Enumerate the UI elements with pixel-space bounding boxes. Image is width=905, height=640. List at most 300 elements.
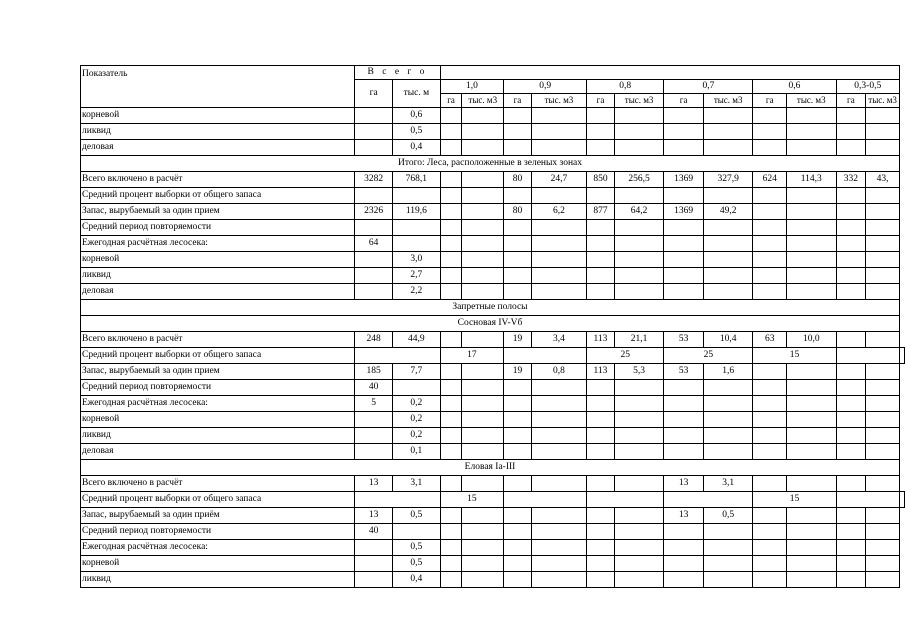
- table-row: [81, 140, 905, 156]
- value-cell: [836, 428, 866, 444]
- value-cell: [866, 428, 900, 444]
- value-cell: [504, 380, 532, 396]
- value-cell: [504, 524, 532, 540]
- value-cell: 185: [355, 364, 393, 380]
- table-row: [81, 444, 905, 460]
- row-label: Запас, вырубаемый за один приём: [81, 508, 355, 524]
- row-label: Всего включено в расчёт: [81, 476, 355, 492]
- value-cell: [664, 412, 704, 428]
- value-cell: 7,7: [393, 364, 441, 380]
- table-row: [81, 428, 905, 444]
- value-cell: [753, 508, 787, 524]
- value-cell: 10,4: [703, 332, 753, 348]
- value-cell: [664, 108, 704, 124]
- value-cell: [703, 380, 753, 396]
- value-cell: [753, 428, 787, 444]
- density-header-blank: [440, 66, 899, 80]
- percent-cell: 15: [753, 492, 836, 508]
- value-cell: 119,6: [393, 204, 441, 220]
- value-cell: [866, 396, 900, 412]
- value-cell: 0,2: [393, 412, 441, 428]
- row-label: ликвид: [81, 428, 355, 444]
- percent-cell: [504, 348, 587, 364]
- value-cell: 327,9: [703, 172, 753, 188]
- percent-cell: [900, 348, 905, 364]
- value-cell: [787, 284, 837, 300]
- section-row: [81, 316, 905, 332]
- value-cell: [614, 268, 664, 284]
- value-cell: [462, 444, 504, 460]
- value-cell: [614, 108, 664, 124]
- value-cell: [614, 556, 664, 572]
- row-label: Средний процент выборки от общего запаса: [81, 348, 355, 364]
- value-cell: 5: [355, 396, 393, 412]
- value-cell: [703, 444, 753, 460]
- table-row: [81, 332, 905, 348]
- value-cell: [703, 252, 753, 268]
- value-cell: [836, 444, 866, 460]
- value-cell: [836, 220, 866, 236]
- value-cell: [440, 204, 462, 220]
- value-cell: [614, 540, 664, 556]
- value-cell: [393, 236, 441, 252]
- value-cell: [866, 140, 900, 156]
- value-cell: [703, 556, 753, 572]
- value-cell: [587, 572, 615, 588]
- value-cell: [504, 268, 532, 284]
- value-cell: [703, 188, 753, 204]
- percent-cell: [664, 492, 753, 508]
- value-cell: [504, 412, 532, 428]
- percent-cell: 15: [440, 492, 503, 508]
- value-cell: [440, 108, 462, 124]
- section-title: Еловая Iа-III: [81, 460, 900, 476]
- value-cell: [753, 556, 787, 572]
- value-cell: 768,1: [393, 172, 441, 188]
- value-cell: [664, 284, 704, 300]
- table-row: [81, 508, 905, 524]
- value-cell: [440, 428, 462, 444]
- table-row: [81, 236, 905, 252]
- value-cell: [866, 380, 900, 396]
- value-cell: [504, 124, 532, 140]
- value-cell: [703, 524, 753, 540]
- value-cell: [440, 220, 462, 236]
- value-cell: 624: [753, 172, 787, 188]
- value-cell: [462, 412, 504, 428]
- value-cell: [587, 396, 615, 412]
- value-cell: [504, 572, 532, 588]
- value-cell: [866, 188, 900, 204]
- value-cell: [664, 444, 704, 460]
- row-label: Всего включено в расчёт: [81, 172, 355, 188]
- value-cell: [504, 188, 532, 204]
- group-ha-header: га: [504, 94, 532, 108]
- value-cell: 53: [664, 364, 704, 380]
- row-label: корневой: [81, 252, 355, 268]
- value-cell: [866, 284, 900, 300]
- row-label: Средний процент выборки от общего запаса: [81, 492, 355, 508]
- value-cell: [703, 268, 753, 284]
- percent-cell: 25: [664, 348, 753, 364]
- row-label: Ежегодная расчётная лесосека:: [81, 236, 355, 252]
- row-label: корневой: [81, 108, 355, 124]
- value-cell: [787, 364, 837, 380]
- value-cell: [614, 140, 664, 156]
- table-row: [81, 220, 905, 236]
- value-cell: [753, 188, 787, 204]
- value-cell: [614, 396, 664, 412]
- percent-cell: [900, 492, 905, 508]
- value-cell: [753, 412, 787, 428]
- value-cell: [703, 540, 753, 556]
- value-cell: [866, 124, 900, 140]
- value-cell: [753, 364, 787, 380]
- value-cell: [614, 380, 664, 396]
- value-cell: [614, 572, 664, 588]
- value-cell: 3,1: [393, 476, 441, 492]
- value-cell: [462, 236, 504, 252]
- value-cell: [787, 476, 837, 492]
- value-cell: 13: [355, 508, 393, 524]
- percent-cell: 17: [440, 348, 503, 364]
- value-cell: 6,2: [531, 204, 586, 220]
- total-header: В с е г о: [355, 66, 440, 80]
- group-vol-header: тыс. м3: [787, 94, 837, 108]
- value-cell: [355, 188, 393, 204]
- value-cell: [462, 268, 504, 284]
- value-cell: [703, 284, 753, 300]
- value-cell: [614, 412, 664, 428]
- value-cell: [531, 396, 586, 412]
- value-cell: [462, 364, 504, 380]
- row-label: Ежегодная расчётная лесосека:: [81, 396, 355, 412]
- value-cell: [462, 380, 504, 396]
- value-cell: [462, 108, 504, 124]
- value-cell: 0,6: [393, 108, 441, 124]
- value-cell: [355, 124, 393, 140]
- value-cell: [836, 236, 866, 252]
- percent-cell: [587, 492, 664, 508]
- value-cell: [587, 236, 615, 252]
- value-cell: [836, 508, 866, 524]
- value-cell: [393, 188, 441, 204]
- value-cell: 0,4: [393, 572, 441, 588]
- section-row: [81, 156, 905, 172]
- value-cell: [587, 140, 615, 156]
- table-row: [81, 540, 905, 556]
- value-cell: [753, 124, 787, 140]
- value-cell: [703, 124, 753, 140]
- group-header-1: 1,0: [440, 80, 503, 94]
- value-cell: [703, 220, 753, 236]
- row-label: ликвид: [81, 572, 355, 588]
- row-label: Запас, вырубаемый за один прием: [81, 364, 355, 380]
- value-cell: [462, 428, 504, 444]
- table-row: [81, 476, 905, 492]
- value-cell: [440, 380, 462, 396]
- total-ha-header: га: [355, 80, 393, 108]
- value-cell: 24,7: [531, 172, 586, 188]
- value-cell: [504, 396, 532, 412]
- value-cell: [787, 396, 837, 412]
- value-cell: [531, 108, 586, 124]
- value-cell: 43,: [866, 172, 900, 188]
- value-cell: [462, 140, 504, 156]
- value-cell: [753, 572, 787, 588]
- value-cell: 1369: [664, 204, 704, 220]
- value-cell: [462, 124, 504, 140]
- row-label: корневой: [81, 556, 355, 572]
- value-cell: [787, 524, 837, 540]
- row-label: корневой: [81, 412, 355, 428]
- value-cell: [787, 140, 837, 156]
- value-cell: [866, 220, 900, 236]
- value-cell: 248: [355, 332, 393, 348]
- row-label: Ежегодная расчётная лесосека:: [81, 540, 355, 556]
- value-cell: [440, 124, 462, 140]
- value-cell: [504, 140, 532, 156]
- row-label: деловая: [81, 140, 355, 156]
- value-cell: [664, 124, 704, 140]
- value-cell: [836, 268, 866, 284]
- value-cell: [531, 236, 586, 252]
- value-cell: [531, 412, 586, 428]
- value-cell: [355, 412, 393, 428]
- value-cell: [753, 236, 787, 252]
- table-row: [81, 108, 905, 124]
- value-cell: [753, 108, 787, 124]
- group-header-6: 0,3-0,5: [836, 80, 899, 94]
- value-cell: [866, 332, 900, 348]
- value-cell: [664, 268, 704, 284]
- value-cell: [462, 172, 504, 188]
- group-vol-header: тыс. м3: [614, 94, 664, 108]
- value-cell: 3,0: [393, 252, 441, 268]
- value-cell: [587, 540, 615, 556]
- group-ha-header: га: [664, 94, 704, 108]
- value-cell: [531, 476, 586, 492]
- value-cell: [440, 252, 462, 268]
- value-cell: 13: [664, 508, 704, 524]
- group-header-4: 0,7: [664, 80, 753, 94]
- value-cell: [587, 220, 615, 236]
- value-cell: [440, 172, 462, 188]
- value-cell: [355, 252, 393, 268]
- value-cell: [504, 428, 532, 444]
- value-cell: [614, 508, 664, 524]
- row-label: деловая: [81, 444, 355, 460]
- value-cell: [504, 476, 532, 492]
- value-cell: [587, 556, 615, 572]
- value-cell: [614, 284, 664, 300]
- value-cell: [614, 236, 664, 252]
- value-cell: [587, 444, 615, 460]
- value-cell: [504, 252, 532, 268]
- value-cell: [587, 268, 615, 284]
- value-cell: 44,9: [393, 332, 441, 348]
- value-cell: [462, 220, 504, 236]
- value-cell: [440, 236, 462, 252]
- value-cell: [836, 364, 866, 380]
- value-cell: 64: [355, 236, 393, 252]
- value-cell: [753, 284, 787, 300]
- value-cell: [462, 252, 504, 268]
- percent-cell: [355, 348, 440, 364]
- value-cell: [440, 572, 462, 588]
- value-cell: [787, 252, 837, 268]
- group-vol-header: тыс. м3: [531, 94, 586, 108]
- value-cell: [753, 268, 787, 284]
- value-cell: [787, 380, 837, 396]
- group-ha-header: га: [836, 94, 866, 108]
- value-cell: [531, 572, 586, 588]
- value-cell: 332: [836, 172, 866, 188]
- value-cell: [866, 268, 900, 284]
- value-cell: [440, 188, 462, 204]
- value-cell: [866, 556, 900, 572]
- value-cell: [753, 444, 787, 460]
- value-cell: [440, 284, 462, 300]
- group-ha-header: га: [753, 94, 787, 108]
- value-cell: [787, 540, 837, 556]
- table-row: [81, 252, 905, 268]
- value-cell: [703, 236, 753, 252]
- value-cell: 63: [753, 332, 787, 348]
- section-title: Запретные полосы: [81, 300, 900, 316]
- value-cell: [703, 412, 753, 428]
- table-row: [81, 380, 905, 396]
- value-cell: 0,5: [393, 508, 441, 524]
- value-cell: 40: [355, 380, 393, 396]
- value-cell: 53: [664, 332, 704, 348]
- value-cell: 19: [504, 332, 532, 348]
- value-cell: 3282: [355, 172, 393, 188]
- table-row: [81, 124, 905, 140]
- value-cell: [787, 268, 837, 284]
- value-cell: [753, 140, 787, 156]
- value-cell: 0,1: [393, 444, 441, 460]
- value-cell: [614, 444, 664, 460]
- value-cell: 1369: [664, 172, 704, 188]
- table-row: [81, 268, 905, 284]
- value-cell: 850: [587, 172, 615, 188]
- calculation-table: [80, 65, 905, 588]
- row-label: ликвид: [81, 268, 355, 284]
- value-cell: [787, 428, 837, 444]
- table-row: [81, 284, 905, 300]
- value-cell: [531, 444, 586, 460]
- value-cell: [866, 476, 900, 492]
- value-cell: [753, 204, 787, 220]
- value-cell: [462, 524, 504, 540]
- value-cell: [504, 236, 532, 252]
- value-cell: [836, 204, 866, 220]
- value-cell: [504, 108, 532, 124]
- row-label: Средний процент выборки от общего запаса: [81, 188, 355, 204]
- value-cell: [587, 108, 615, 124]
- value-cell: 256,5: [614, 172, 664, 188]
- value-cell: [355, 444, 393, 460]
- value-cell: [664, 188, 704, 204]
- value-cell: [753, 252, 787, 268]
- value-cell: [866, 524, 900, 540]
- value-cell: [531, 284, 586, 300]
- value-cell: [531, 524, 586, 540]
- row-label: деловая: [81, 284, 355, 300]
- value-cell: [440, 540, 462, 556]
- value-cell: 114,3: [787, 172, 837, 188]
- value-cell: 0,5: [703, 508, 753, 524]
- value-cell: [866, 508, 900, 524]
- value-cell: [393, 380, 441, 396]
- value-cell: [462, 556, 504, 572]
- table-row: [81, 524, 905, 540]
- group-ha-header: га: [587, 94, 615, 108]
- group-vol-header: тыс. м3: [703, 94, 753, 108]
- value-cell: [836, 412, 866, 428]
- value-cell: 21,1: [614, 332, 664, 348]
- value-cell: [866, 540, 900, 556]
- value-cell: [462, 284, 504, 300]
- value-cell: [587, 428, 615, 444]
- row-label: Средний период повторяемости: [81, 524, 355, 540]
- value-cell: 2326: [355, 204, 393, 220]
- value-cell: [866, 252, 900, 268]
- value-cell: [787, 204, 837, 220]
- value-cell: 0,4: [393, 140, 441, 156]
- value-cell: [836, 188, 866, 204]
- value-cell: 0,5: [393, 556, 441, 572]
- value-cell: [753, 524, 787, 540]
- value-cell: [355, 220, 393, 236]
- value-cell: [531, 140, 586, 156]
- value-cell: [664, 540, 704, 556]
- value-cell: [393, 524, 441, 540]
- value-cell: [587, 524, 615, 540]
- value-cell: [504, 540, 532, 556]
- table-row: [81, 492, 905, 508]
- value-cell: [462, 540, 504, 556]
- value-cell: [866, 204, 900, 220]
- section-title: Сосновая IV-Vб: [81, 316, 900, 332]
- section-row: [81, 460, 905, 476]
- value-cell: [531, 124, 586, 140]
- value-cell: [462, 204, 504, 220]
- value-cell: [866, 108, 900, 124]
- value-cell: [787, 508, 837, 524]
- value-cell: [836, 380, 866, 396]
- table-row: [81, 188, 905, 204]
- value-cell: [531, 508, 586, 524]
- value-cell: [836, 524, 866, 540]
- value-cell: [355, 108, 393, 124]
- value-cell: [866, 236, 900, 252]
- value-cell: [753, 220, 787, 236]
- row-label: ликвид: [81, 124, 355, 140]
- value-cell: [866, 572, 900, 588]
- value-cell: [664, 220, 704, 236]
- value-cell: [836, 108, 866, 124]
- value-cell: 2,2: [393, 284, 441, 300]
- value-cell: [664, 572, 704, 588]
- value-cell: [703, 428, 753, 444]
- value-cell: [587, 476, 615, 492]
- value-cell: [787, 188, 837, 204]
- percent-cell: [504, 492, 587, 508]
- value-cell: [531, 540, 586, 556]
- value-cell: [703, 396, 753, 412]
